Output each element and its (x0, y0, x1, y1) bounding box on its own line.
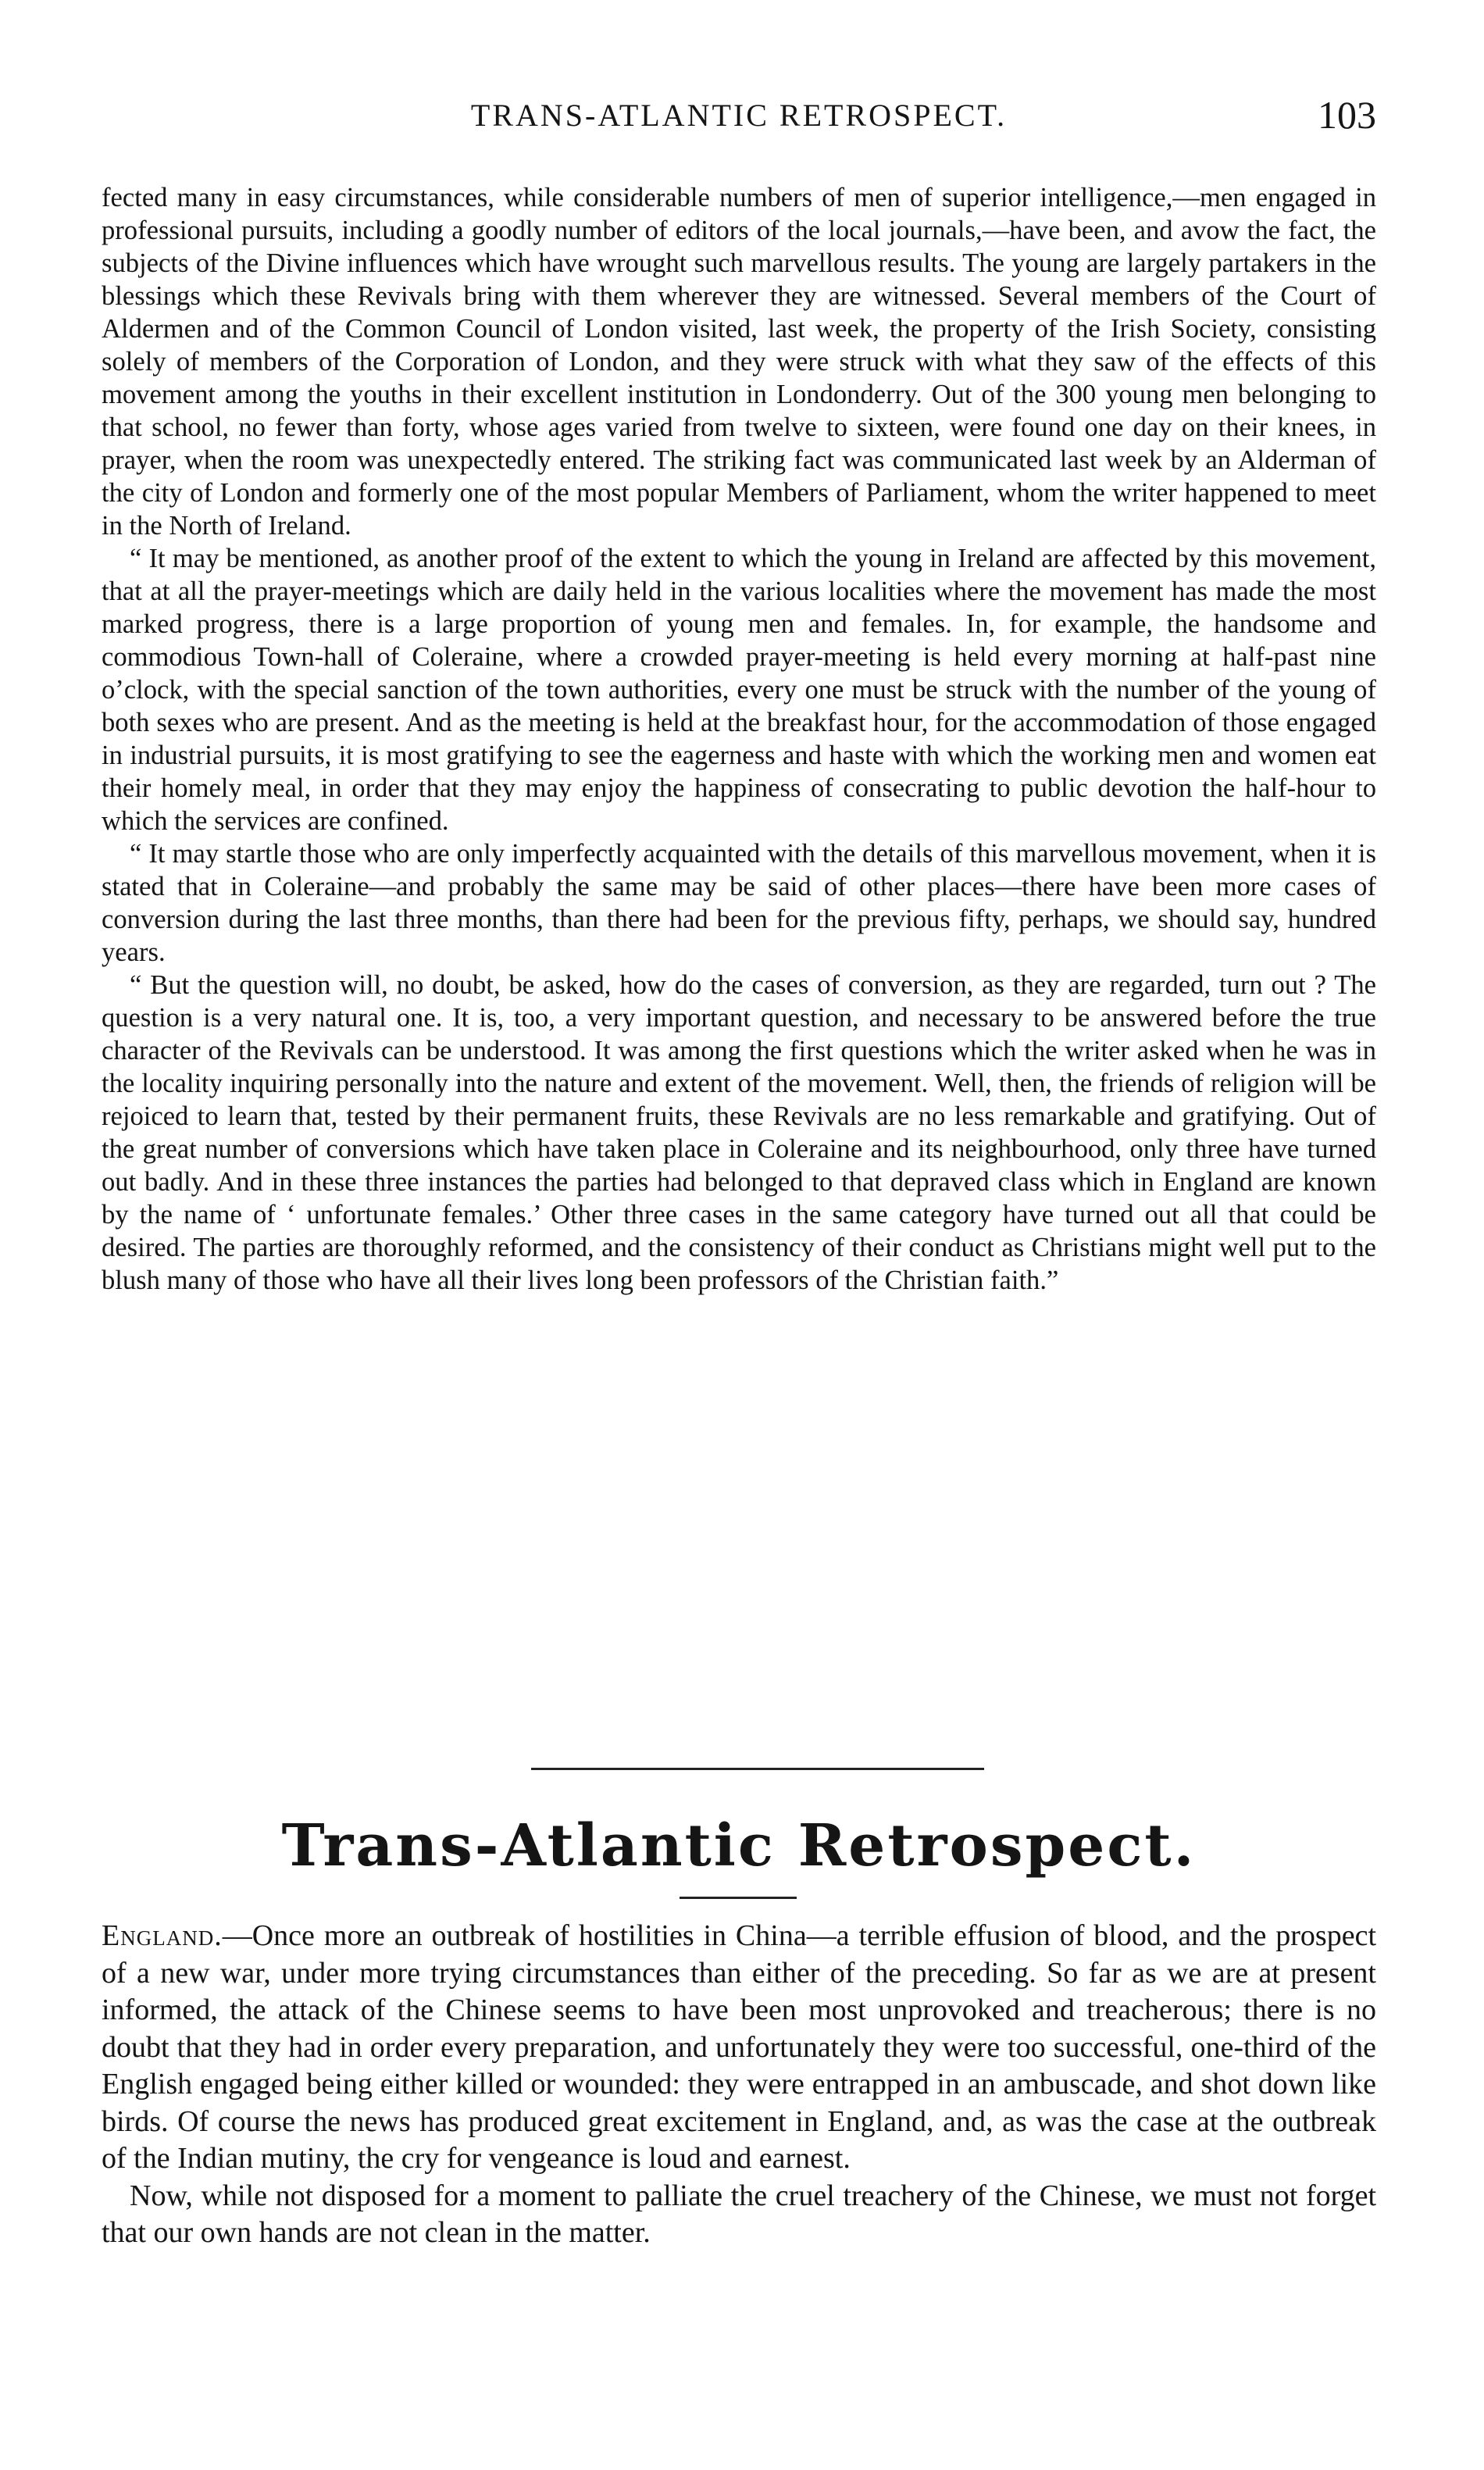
section-text (102, 1918, 1376, 2252)
paragraph: “ It may startle those who are only imperfectly acquainted with the details of this marvellous movement, when it is stated that in Coleraine—and probably the same may be said of other places—there have been more cases of conversion during the last three months, than there had been for the previous fifty, perhaps, we should say, hundred years. (102, 839, 1376, 967)
paragraph: fected many in easy circumstances, while considerable numbers of men of superior intelligence,—men engaged in professional pursuits, including a goodly number of editors of the local journals,—have been, and avow the fact, the subjects of the Divine influences which have wrought such marvellous results. The young are largely partakers in the blessings which these Revivals bring with them wherever they are witnessed. Several members of the Court of Aldermen and of the Common Council of London visited, last week, the property of the Irish Society, consisting solely of members of the Corporation of London, and they were struck with what they saw of the effects of this movement among the youths in their excellent institution in Londonderry. Out of the 300 young men belonging to that school, no fewer than forty, whose ages varied from twelve to sixteen, were found one day on their knees, in prayer, when the room was unexpectedly entered. The striking fact was communicated last week by an Alderman of the city of London and formerly one of the most popular Members of Parliament, whom the writer happened to meet in the North of Ireland. (102, 183, 1376, 541)
running-head (102, 92, 1376, 147)
continued-article-text (102, 181, 1376, 1297)
paragraph (102, 1918, 1376, 2178)
running-head-title: TRANS-ATLANTIC RETROSPECT. (470, 98, 1008, 133)
paragraph: Now, while not disposed for a moment to palliate the cruel treachery of the Chinese, we must not forget that our own hands are not clean in the matter. (102, 2179, 1376, 2249)
section-divider-rule (531, 1768, 984, 1770)
paragraph: “ It may be mentioned, as another proof of the extent to which the young in Ireland are affected by this movement, that at all the prayer-meetings which are daily held in the various localities where the movement has made the most marked progress, there is a large proportion of young men and females. In, for example, the handsome and commodious Town-hall of Coleraine, where a crowded prayer-meeting is held every morning at half-past nine o’clock, with the special sanction of the town authorities, every one must be struck with the number of the young of both sexes who are present. And as the meeting is held at the breakfast hour, for the accommodation of those engaged in industrial pursuits, it is most gratifying to see the eagerness and haste with which the working men and women eat their homely meal, in order that they may enjoy the happiness of consecrating to public devotion the half-hour to which the services are confined. (102, 544, 1376, 836)
section-heading: Trans-Atlantic Retrospect. (281, 1812, 1197, 1879)
paragraph: “ But the question will, no doubt, be asked, how do the cases of conversion, as they are regarded, turn out ? The question is a very natural one. It is, too, a very important question, and necessary to be answered before the true character of the Revivals can be understood. It was among the first questions which the writer asked when he was in the locality inquiring personally into the nature and extent of the movement. Well, then, the friends of religion will be rejoiced to learn that, tested by their permanent fruits, these Revivals are no less remarkable and gratifying. Out of the great number of conversions which have taken place in Coleraine and its neighbourhood, only three have turned out badly. And in these three instances the parties had belonged to that depraved class which in England are known by the name of ‘ unfortunate females.’ Other three cases in the same category have turned out all that could be desired. The parties are thoroughly reformed, and the consistency of their conduct as Christians might well put to the blush many of those who have all their lives long been professors of the Christian faith.” (102, 970, 1376, 1295)
lead-word: England. (102, 1919, 223, 1952)
paragraph-body: —Once more an outbreak of hostilities in China—a terrible effusion of blood, and the prospect of a new war, under more trying circumstances than either of the preceding. So far as we are at present informed, the attack of the Chinese seems to have been most unprovoked and treacherous; there is no doubt that they had in order every preparation, and unfortunately they were too successful, one-third of the English engaged being either killed or wounded: they were entrapped in an ambuscade, and shot down like birds. Of course the news has produced great excitement in England, and, as was the case at the outbreak of the Indian mutiny, the cry for vengeance is loud and earnest. (102, 1919, 1376, 2175)
heading-underline-rule (680, 1897, 797, 1899)
page-number: 103 (1318, 93, 1376, 137)
